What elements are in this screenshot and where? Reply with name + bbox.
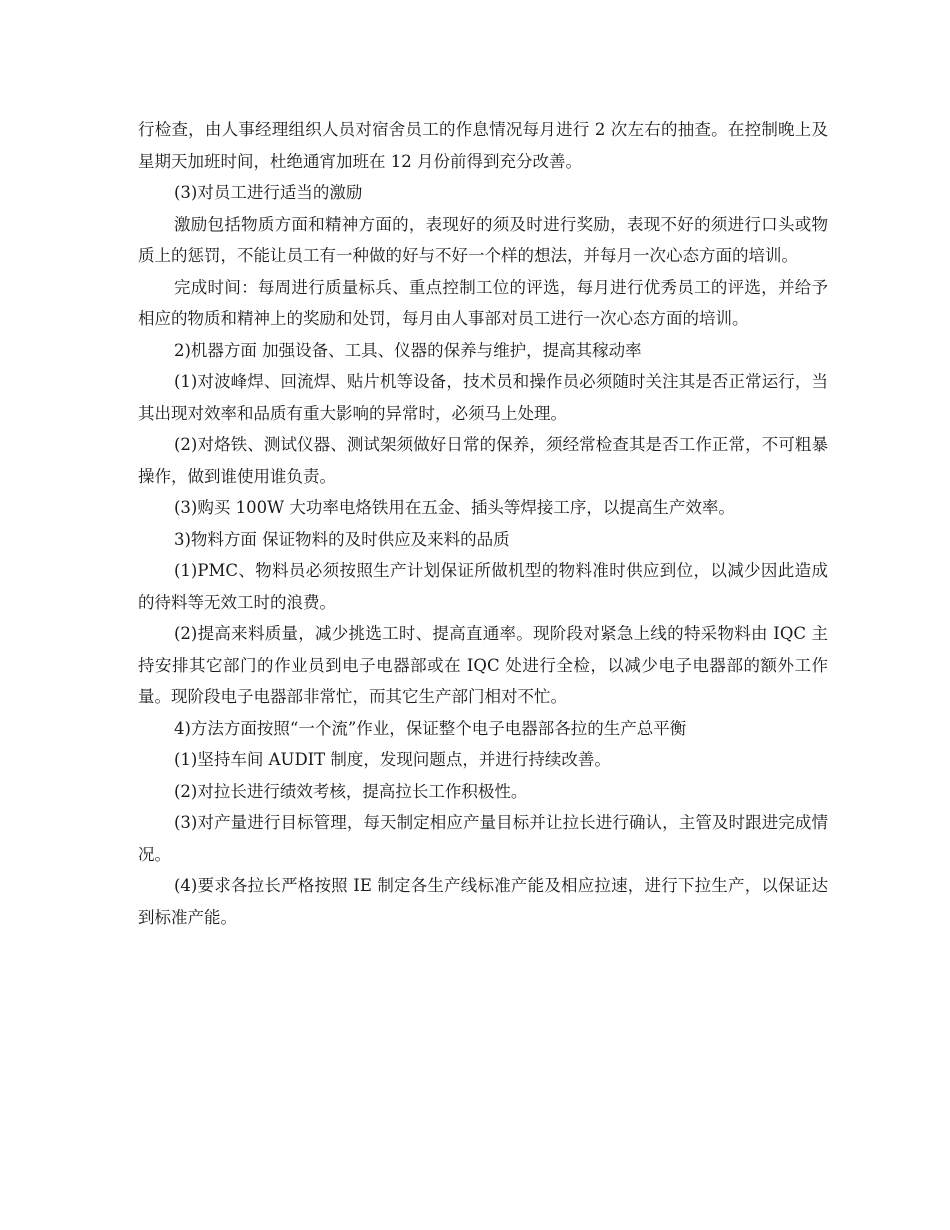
paragraph-material-item-2: (2)提高来料质量，减少挑选工时、提高直通率。现阶段对紧急上线的特采物料由 IQC 主持安排其它部门的作业员到电子电器部或在 IQC 处进行全检，以减少电子电器部的额外工作量。现阶段电子电器部非常忙，而其它生产部门相对不忙。 [138,624,828,706]
paragraph-completion-time: 完成时间：每周进行质量标兵、重点控制工位的评选，每月进行优秀员工的评选，并给予相应的物质和精神上的奖励和处罚，每月由人事部对员工进行一次心态方面的培训。 [138,277,828,328]
paragraph-method-item-1: (1)坚持车间 AUDIT 制度，发现问题点，并进行持续改善。 [174,750,611,769]
paragraph-machine-item-3: (3)购买 100W 大功率电烙铁用在五金、插头等焊接工序，以提高生产效率。 [174,498,735,517]
paragraph-method-item-3: (3)对产量进行目标管理，每天制定相应产量目标并让拉长进行确认，主管及时跟进完成情况。 [138,813,828,864]
paragraph-heading-method: 4)方法方面按照“一个流”作业，保证整个电子电器部各拉的生产总平衡 [174,718,687,738]
document-body [138,114,828,933]
paragraph-incentive-description: 激励包括物质方面和精神方面的，表现好的须及时进行奖励，表现不好的须进行口头或物质上的惩罚，不能让员工有一种做的好与不好一个样的想法，并每月一次心态方面的培训。 [138,214,828,265]
paragraph-continuation: 行检查，由人事经理组织人员对宿舍员工的作息情况每月进行 2 次左右的抽查。在控制晚上及星期天加班时间，杜绝通宵加班在 12 月份前得到充分改善。 [138,120,828,171]
paragraph-machine-item-1: (1)对波峰焊、回流焊、贴片机等设备，技术员和操作员必须随时关注其是否正常运行，当其出现对效率和品质有重大影响的异常时，必须马上处理。 [138,372,828,423]
paragraph-method-item-4: (4)要求各拉长严格按照 IE 制定各生产线标准产能及相应拉速，进行下拉生产，以保证达到标准产能。 [138,876,828,927]
paragraph-heading-material: 3)物料方面 保证物料的及时供应及来料的品质 [174,529,510,549]
paragraph-material-item-1: (1)PMC、物料员必须按照生产计划保证所做机型的物料准时供应到位，以减少因此造成的待料等无效工时的浪费。 [138,561,828,612]
paragraph-heading-incentive: (3)对员工进行适当的激励 [174,183,363,202]
paragraph-method-item-2: (2)对拉长进行绩效考核，提高拉长工作积极性。 [174,781,528,801]
paragraph-heading-machine: 2)机器方面 加强设备、工具、仪器的保养与维护，提高其稼动率 [174,340,642,360]
paragraph-machine-item-2: (2)对烙铁、测试仪器、测试架须做好日常的保养，须经常检查其是否工作正常，不可粗暴操作，做到谁使用谁负责。 [138,435,828,486]
